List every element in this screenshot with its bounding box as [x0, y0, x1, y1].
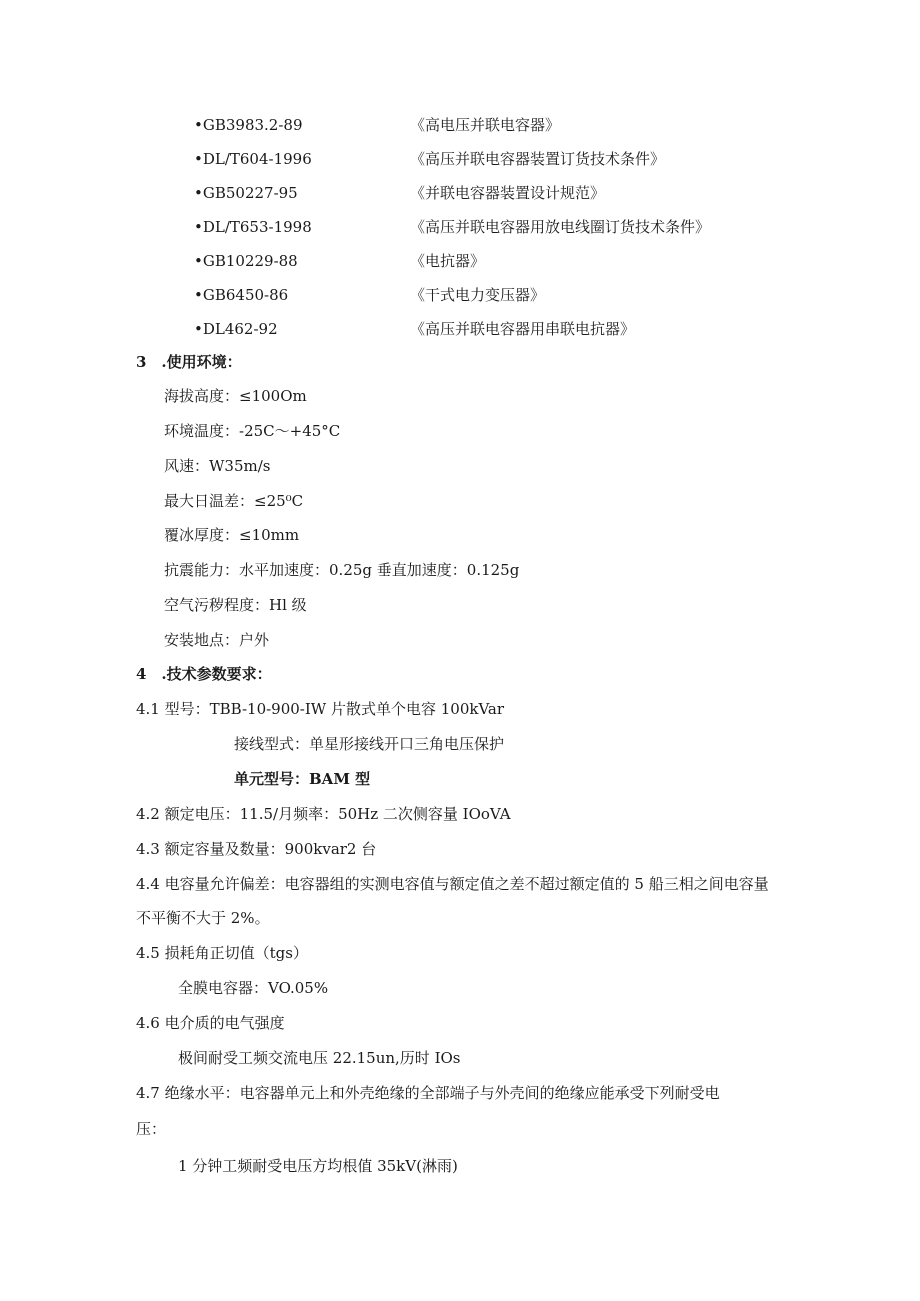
para-4-3: 4.3 额定容量及数量：900kvar2 台 [136, 840, 377, 858]
standard-title: 《高压并联电容器用串联电抗器》 [410, 320, 636, 338]
env-altitude: 海拔高度：≤100Om [164, 387, 307, 405]
env-daily-temp-diff: 最大日温差：≤25⁰C [164, 492, 304, 510]
standard-code: •DL/T653-1998 [194, 218, 312, 236]
standard-code: •GB50227-95 [194, 184, 298, 202]
para-4-1: 4.1 型号：TBB-10-900-IW 片散式单个电容 100kVar [136, 700, 505, 718]
standard-code: •GB3983.2-89 [194, 116, 303, 134]
env-temperature: 环境温度：-25C～+45°C [164, 422, 341, 440]
para-4-1-wiring: 接线型式：单星形接线开口三角电压保护 [234, 735, 505, 753]
para-4-6: 4.6 电介质的电气强度 [136, 1014, 285, 1032]
para-4-7-line2: 压： [136, 1120, 167, 1138]
para-4-7-line1: 4.7 绝缘水平：电容器单元上和外壳绝缘的全部端子与外壳间的绝缘应能承受下列耐受电 [136, 1084, 720, 1102]
env-seismic: 抗震能力：水平加速度：0.25g 垂直加速度：0.125g [164, 561, 520, 579]
standard-code: •DL/T604-1996 [194, 150, 312, 168]
standard-title: 《并联电容器装置设计规范》 [410, 184, 606, 202]
standard-title: 《高压并联电容器装置订货技术条件》 [410, 150, 666, 168]
para-4-6-sub: 极间耐受工频交流电压 22.15un,历时 IOs [178, 1049, 461, 1067]
standard-title: 《电抗器》 [410, 252, 486, 270]
para-4-4-line2: 不平衡不大于 2%。 [136, 909, 270, 927]
standard-title: 《干式电力变压器》 [410, 286, 546, 304]
para-4-2: 4.2 额定电压：11.5/月频率：50Hz 二次侧容量 IOoVA [136, 805, 511, 823]
para-4-4-line1: 4.4 电容量允许偏差：电容器组的实测电容值与额定值之差不超过额定值的 5 船三相之间电容量 [136, 875, 769, 893]
env-location: 安装地点：户外 [164, 631, 270, 649]
section-4-heading: 4 .技术参数要求： [136, 665, 272, 683]
para-4-5-sub: 全膜电容器：VO.05% [178, 979, 329, 997]
para-4-1-unit: 单元型号：BAM 型 [234, 770, 371, 788]
standard-title: 《高压并联电容器用放电线圈订货技术条件》 [410, 218, 711, 236]
env-ice-thickness: 覆冰厚度：≤10mm [164, 526, 300, 544]
section-3-heading: 3 .使用环境： [136, 353, 242, 371]
standard-code: •DL462-92 [194, 320, 278, 338]
para-4-7-sub: 1 分钟工频耐受电压方均根值 35kV(淋雨) [178, 1157, 458, 1175]
para-4-5: 4.5 损耗角正切值（tgs） [136, 944, 308, 962]
env-pollution: 空气污秽程度：Hl 级 [164, 596, 307, 614]
standard-code: •GB10229-88 [194, 252, 298, 270]
env-wind-speed: 风速：W35m∕s [164, 457, 271, 475]
standard-title: 《高电压并联电容器》 [410, 116, 561, 134]
standard-code: •GB6450-86 [194, 286, 289, 304]
